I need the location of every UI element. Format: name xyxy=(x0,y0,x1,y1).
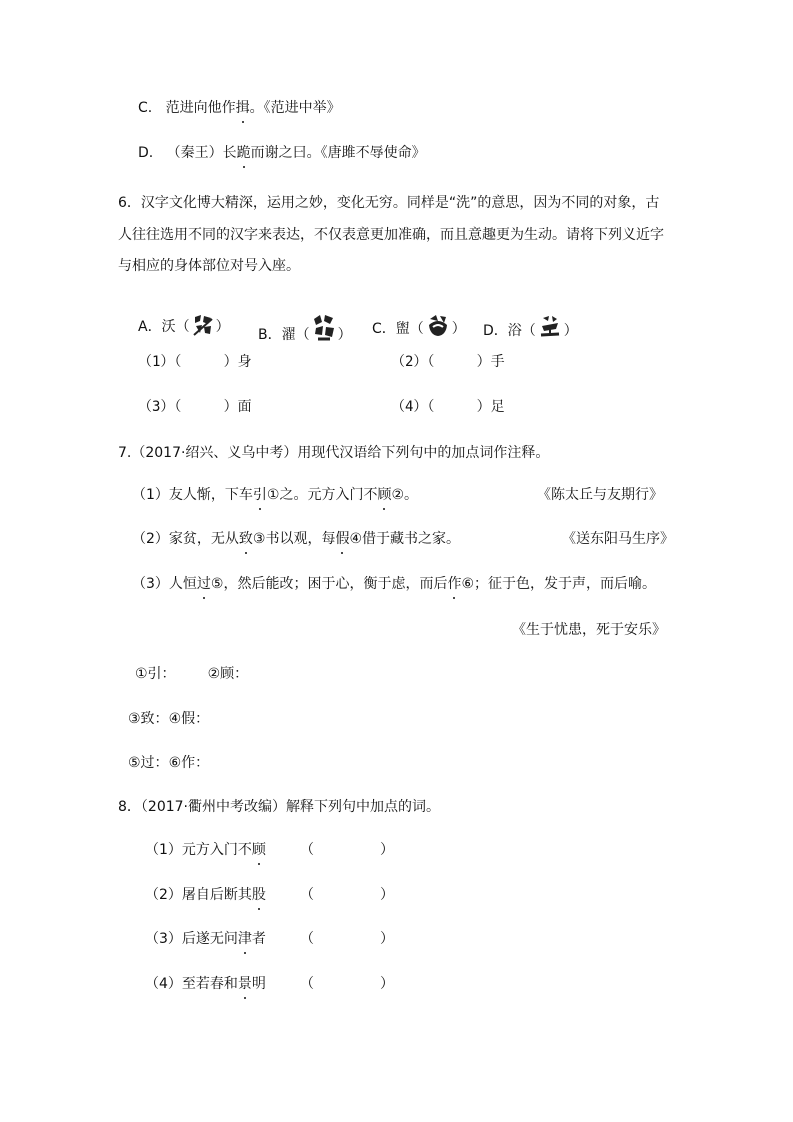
q7-sentence-3 xyxy=(132,574,656,594)
q8-answer-blank-2[interactable] xyxy=(300,885,400,905)
q8-answer-blank-4[interactable] xyxy=(300,974,400,994)
dotted-word: 顾 xyxy=(377,487,392,503)
q6-blank-3[interactable] xyxy=(138,397,252,417)
q5-option-d xyxy=(138,143,426,163)
option-label: D. xyxy=(138,145,154,161)
q8-item-4 xyxy=(145,974,266,994)
sentence-text: ③书以观，每 xyxy=(252,531,336,547)
item-text: （3）后遂无问 xyxy=(145,931,238,947)
dotted-word: 致 xyxy=(238,531,253,547)
q6-option-d xyxy=(483,313,578,347)
paren-open: （ xyxy=(300,976,314,992)
option-close: ） xyxy=(451,321,466,337)
blank-close: ）身 xyxy=(223,354,252,370)
blank-label: （4）（ xyxy=(391,399,435,415)
q7-sentence-2 xyxy=(132,529,460,549)
q6-option-c xyxy=(372,313,466,345)
q7-sentence-1 xyxy=(132,485,418,505)
q8-stem: 8．（2017·衢州中考改编）解释下列句中加点的词。 xyxy=(118,799,440,815)
dotted-word: 景 xyxy=(237,976,252,992)
option-text: 范进向他作 xyxy=(165,100,236,116)
dotted-word: 假 xyxy=(335,531,350,547)
q8-answer-blank-1[interactable] xyxy=(300,840,400,860)
q8-item-3 xyxy=(145,929,266,949)
q6-stem-line3: 与相应的身体部位对号入座。 xyxy=(118,258,300,274)
q6-stem-line2: 人往往选用不同的汉字来表达，不仅表意更加准确，而且意趣更为生动。请将下列义近字 xyxy=(118,227,664,243)
blank-label: （1）（ xyxy=(138,354,182,370)
option-label: A．沃（ xyxy=(138,319,190,335)
paren-open: （ xyxy=(300,887,314,903)
q5-option-c xyxy=(138,98,341,118)
sentence-text: ⑤，然后能改；困于心，衡于虑，而后 xyxy=(210,576,448,592)
q6-blank-1[interactable] xyxy=(138,352,252,372)
option-text-tail: 而谢之曰。《唐雎不辱使命》 xyxy=(250,145,426,161)
blank-close: ）手 xyxy=(476,354,505,370)
q8-answer-blank-3[interactable] xyxy=(300,929,400,949)
ancient-glyph-zhuo-icon xyxy=(312,313,336,351)
option-label: B．濯（ xyxy=(258,327,310,343)
paren-close: ） xyxy=(380,887,394,903)
q7-answer-row-2[interactable] xyxy=(128,709,209,729)
item-text: 明 xyxy=(251,976,266,992)
paren-close: ） xyxy=(380,976,394,992)
paren-open: （ xyxy=(300,931,314,947)
q7-source-3: 《生于忧患，死于安乐》 xyxy=(512,622,666,638)
dotted-word: 津 xyxy=(237,931,252,947)
blank-label: （2）（ xyxy=(391,354,435,370)
item-text: （4）至若春和 xyxy=(145,976,238,992)
option-close: ） xyxy=(215,319,230,335)
q8-item-2 xyxy=(145,885,266,905)
q7-answer-row-3[interactable] xyxy=(128,753,209,773)
answer-label: ①引： xyxy=(135,666,176,682)
q6-option-a xyxy=(138,313,230,343)
option-text-tail: 。《范进中举》 xyxy=(249,100,341,116)
dotted-word: 揖 xyxy=(235,100,250,116)
option-close: ） xyxy=(563,323,578,339)
q6-option-b xyxy=(258,313,352,351)
answer-label: ⑤过： xyxy=(128,755,169,771)
sentence-text: ②。 xyxy=(391,487,419,503)
q7-source-1: 《陈太丘与友期行》 xyxy=(537,487,663,503)
dotted-word: 跪 xyxy=(236,145,251,161)
dotted-word: 过 xyxy=(196,576,211,592)
sentence-text: ④借于藏书之家。 xyxy=(349,531,461,547)
answer-label: ③致： xyxy=(128,711,169,727)
answer-label: ⑥作： xyxy=(168,755,210,771)
sentence-text: （1）友人惭，下车 xyxy=(132,487,253,503)
sentence-text: ⑥；征于色，发于声，而后喻。 xyxy=(461,576,657,592)
ancient-glyph-yu-icon xyxy=(538,313,562,347)
q7-answer-row-1[interactable] xyxy=(135,664,248,684)
option-label: C. xyxy=(138,100,153,116)
q6-blank-2[interactable] xyxy=(391,352,505,372)
item-text: （1）元方入门不 xyxy=(145,842,252,858)
ancient-glyph-wo-icon xyxy=(192,313,214,343)
dotted-word: 作 xyxy=(447,576,462,592)
q7-stem: 7.（2017·绍兴、义乌中考）用现代汉语给下列句中的加点词作注释。 xyxy=(118,445,550,461)
q6-stem-line1: 6．汉字文化博大精深，运用之妙，变化无穷。同样是“洗”的意思，因为不同的对象，古 xyxy=(118,195,660,211)
answer-label: ④假： xyxy=(168,711,210,727)
option-close: ） xyxy=(337,327,352,343)
q7-source-2: 《送东阳马生序》 xyxy=(562,531,674,547)
paren-open: （ xyxy=(300,842,314,858)
paren-close: ） xyxy=(380,842,394,858)
option-text: （秦王）长 xyxy=(166,145,237,161)
paren-close: ） xyxy=(380,931,394,947)
item-text: 者 xyxy=(251,931,266,947)
sentence-text: （3）人恒 xyxy=(132,576,197,592)
option-label: D．浴（ xyxy=(483,323,536,339)
blank-label: （3）（ xyxy=(138,399,182,415)
dotted-word: 引 xyxy=(252,487,267,503)
sentence-text: ①之。元方入门不 xyxy=(266,487,378,503)
q8-item-1 xyxy=(145,840,266,860)
ancient-glyph-guan-icon xyxy=(426,313,450,345)
dotted-word: 顾 xyxy=(251,842,266,858)
sentence-text: （2）家贫，无从 xyxy=(132,531,239,547)
item-text: （2）屠自后断其 xyxy=(145,887,252,903)
dotted-word: 股 xyxy=(251,887,266,903)
answer-label: ②顾： xyxy=(207,666,249,682)
blank-close: ）足 xyxy=(476,399,505,415)
option-label: C．盥（ xyxy=(372,321,424,337)
q6-blank-4[interactable] xyxy=(391,397,505,417)
blank-close: ）面 xyxy=(223,399,252,415)
